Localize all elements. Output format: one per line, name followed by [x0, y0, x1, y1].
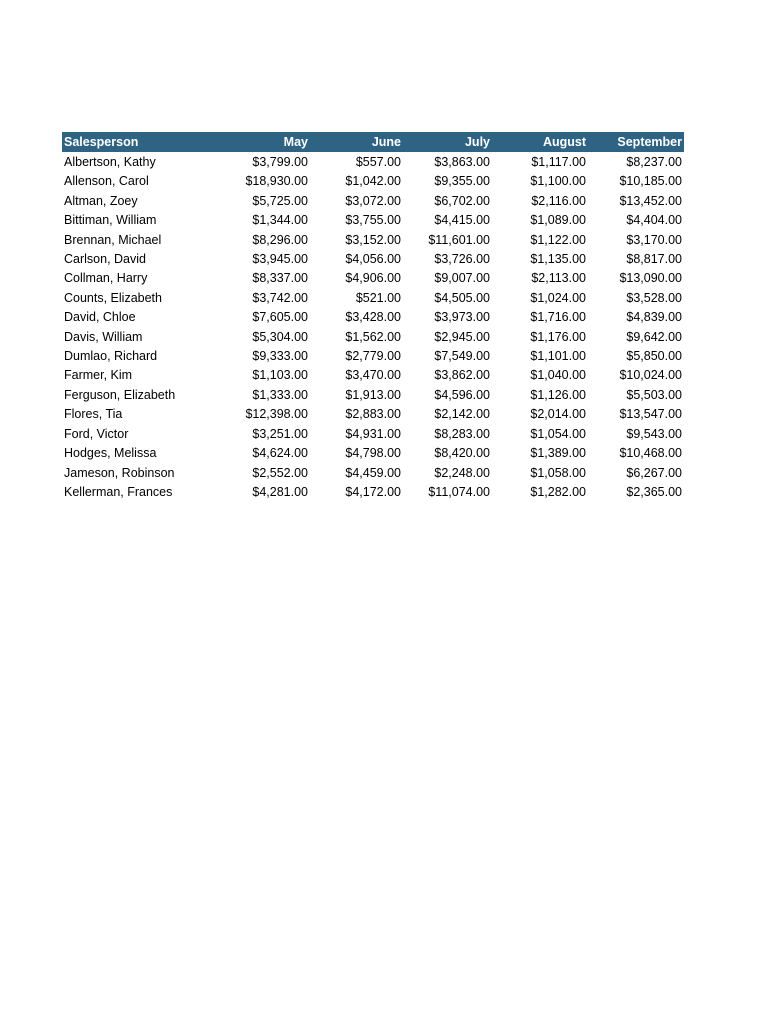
table-body: [62, 153, 684, 503]
cell-september[interactable]: $13,547.00: [619, 407, 682, 422]
cell-june[interactable]: $3,755.00: [345, 213, 401, 228]
cell-september[interactable]: $5,503.00: [626, 387, 682, 402]
cell-salesperson[interactable]: Bittiman, William: [64, 213, 157, 228]
table-row: [62, 192, 684, 211]
cell-july[interactable]: $4,596.00: [434, 387, 490, 402]
table-row: [62, 289, 684, 308]
cell-salesperson[interactable]: Dumlao, Richard: [64, 349, 158, 364]
cell-july[interactable]: $9,355.00: [434, 174, 490, 189]
cell-june[interactable]: $4,172.00: [345, 484, 401, 499]
cell-september[interactable]: $13,090.00: [619, 271, 682, 286]
table-row: [62, 366, 684, 385]
cell-august[interactable]: $1,040.00: [530, 368, 586, 383]
cell-salesperson[interactable]: Jameson, Robinson: [64, 465, 175, 480]
cell-salesperson[interactable]: Carlson, David: [64, 252, 146, 267]
cell-july[interactable]: $4,415.00: [434, 213, 490, 228]
cell-september[interactable]: $9,543.00: [626, 426, 682, 441]
cell-july[interactable]: $2,142.00: [434, 407, 490, 422]
cell-august[interactable]: $2,116.00: [531, 193, 586, 208]
cell-june[interactable]: $3,470.00: [345, 368, 401, 383]
cell-june[interactable]: $2,883.00: [345, 407, 401, 422]
cell-august[interactable]: $1,100.00: [530, 174, 586, 189]
cell-june[interactable]: $3,072.00: [345, 193, 401, 208]
cell-august[interactable]: $1,058.00: [530, 465, 586, 480]
cell-june[interactable]: $521.00: [355, 290, 401, 305]
cell-salesperson[interactable]: Altman, Zoey: [64, 193, 138, 208]
cell-july[interactable]: $7,549.00: [434, 349, 490, 364]
cell-salesperson[interactable]: Davis, William: [64, 329, 143, 344]
header-june[interactable]: June: [371, 135, 401, 149]
cell-august[interactable]: $1,135.00: [530, 252, 586, 267]
cell-salesperson[interactable]: Hodges, Melissa: [64, 446, 157, 461]
cell-may[interactable]: $5,304.00: [252, 329, 308, 344]
cell-september[interactable]: $3,170.00: [626, 232, 682, 247]
table-row: [62, 153, 684, 173]
cell-august[interactable]: $1,282.00: [530, 484, 586, 499]
cell-august[interactable]: $1,122.00: [530, 232, 586, 247]
cell-may[interactable]: $1,103.00: [252, 368, 308, 383]
cell-august[interactable]: $1,024.00: [530, 290, 586, 305]
cell-september[interactable]: $8,237.00: [626, 155, 682, 169]
cell-august[interactable]: $1,101.00: [530, 349, 586, 364]
table-row: [62, 405, 684, 424]
table-row: [62, 269, 684, 288]
cell-may[interactable]: $3,799.00: [252, 155, 308, 169]
table-row: [62, 444, 684, 463]
table-row: [62, 464, 684, 483]
cell-september[interactable]: $4,404.00: [626, 213, 682, 228]
table-row: [62, 172, 684, 191]
cell-may[interactable]: $7,605.00: [252, 310, 308, 325]
cell-june[interactable]: $1,562.00: [345, 329, 401, 344]
header-september[interactable]: September: [617, 135, 682, 149]
cell-june[interactable]: $4,931.00: [345, 426, 401, 441]
cell-august[interactable]: $1,389.00: [530, 446, 586, 461]
cell-september[interactable]: $4,839.00: [626, 310, 682, 325]
cell-salesperson[interactable]: Brennan, Michael: [64, 232, 162, 247]
cell-july[interactable]: $2,248.00: [434, 465, 490, 480]
sales-sheet: [62, 132, 684, 502]
cell-salesperson[interactable]: Counts, Elizabeth: [64, 290, 162, 305]
cell-salesperson[interactable]: David, Chloe: [64, 310, 136, 325]
cell-september[interactable]: $3,528.00: [626, 290, 682, 305]
cell-may[interactable]: $4,281.00: [252, 484, 308, 499]
cell-salesperson[interactable]: Allenson, Carol: [64, 174, 149, 189]
cell-salesperson[interactable]: Albertson, Kathy: [64, 155, 156, 169]
cell-salesperson[interactable]: Ford, Victor: [64, 426, 129, 441]
cell-june[interactable]: $4,056.00: [345, 252, 401, 267]
table-header-row: [62, 132, 684, 153]
cell-august[interactable]: $1,176.00: [530, 329, 586, 344]
cell-july[interactable]: $3,726.00: [434, 252, 490, 267]
table-row: [62, 347, 684, 366]
cell-august[interactable]: $1,126.00: [530, 387, 586, 402]
table-row: [62, 425, 684, 444]
cell-august[interactable]: $1,054.00: [530, 426, 586, 441]
cell-may[interactable]: $4,624.00: [252, 446, 308, 461]
cell-june[interactable]: $4,906.00: [345, 271, 401, 286]
cell-july[interactable]: $4,505.00: [434, 290, 490, 305]
cell-june[interactable]: $4,798.00: [345, 446, 401, 461]
cell-may[interactable]: $18,930.00: [245, 174, 308, 189]
cell-salesperson[interactable]: Kellerman, Frances: [64, 484, 173, 499]
cell-may[interactable]: $1,344.00: [252, 213, 308, 228]
cell-may[interactable]: $1,333.00: [252, 387, 308, 402]
cell-july[interactable]: $8,420.00: [434, 446, 490, 461]
cell-september[interactable]: $10,185.00: [619, 174, 682, 189]
header-august[interactable]: August: [542, 135, 586, 149]
cell-july[interactable]: $6,702.00: [434, 193, 490, 208]
cell-july[interactable]: $3,863.00: [434, 155, 490, 169]
sales-table: [62, 132, 684, 502]
cell-september[interactable]: $13,452.00: [619, 193, 682, 208]
cell-june[interactable]: $557.00: [355, 155, 401, 169]
table-row: [62, 211, 684, 230]
cell-may[interactable]: $8,337.00: [252, 271, 308, 286]
cell-september[interactable]: $6,267.00: [626, 465, 682, 480]
cell-september[interactable]: $10,024.00: [619, 368, 682, 383]
table-row: [62, 308, 684, 327]
cell-july[interactable]: $2,945.00: [434, 329, 490, 344]
header-salesperson[interactable]: Salesperson: [64, 135, 139, 149]
cell-june[interactable]: $1,042.00: [345, 174, 401, 189]
cell-salesperson[interactable]: Ferguson, Elizabeth: [64, 387, 176, 402]
cell-july[interactable]: $11,074.00: [428, 484, 490, 499]
cell-june[interactable]: $1,913.00: [345, 387, 401, 402]
cell-may[interactable]: $2,552.00: [252, 465, 308, 480]
table-row: [62, 250, 684, 269]
cell-august[interactable]: $2,113.00: [531, 271, 586, 286]
cell-august[interactable]: $1,716.00: [530, 310, 586, 325]
cell-july[interactable]: $3,862.00: [434, 368, 490, 383]
cell-salesperson[interactable]: Collman, Harry: [64, 271, 148, 286]
cell-september[interactable]: $9,642.00: [626, 329, 682, 344]
cell-september[interactable]: $10,468.00: [619, 446, 682, 461]
cell-august[interactable]: $1,089.00: [530, 213, 586, 228]
cell-july[interactable]: $8,283.00: [434, 426, 490, 441]
cell-august[interactable]: $1,117.00: [531, 155, 586, 169]
cell-september[interactable]: $5,850.00: [626, 349, 682, 364]
header-july[interactable]: July: [464, 135, 490, 149]
cell-may[interactable]: $8,296.00: [252, 232, 308, 247]
table-row: [62, 328, 684, 347]
cell-salesperson[interactable]: Farmer, Kim: [64, 368, 133, 383]
cell-may[interactable]: $9,333.00: [252, 349, 308, 364]
cell-may[interactable]: $3,945.00: [252, 252, 308, 267]
cell-salesperson[interactable]: Flores, Tia: [64, 407, 123, 422]
cell-july[interactable]: $9,007.00: [434, 271, 490, 286]
cell-june[interactable]: $2,779.00: [345, 349, 401, 364]
cell-july[interactable]: $11,601.00: [428, 232, 490, 247]
table-row: [62, 231, 684, 250]
cell-may[interactable]: $12,398.00: [245, 407, 308, 422]
cell-june[interactable]: $4,459.00: [345, 465, 401, 480]
cell-may[interactable]: $5,725.00: [252, 193, 308, 208]
cell-september[interactable]: $8,817.00: [626, 252, 682, 267]
cell-may[interactable]: $3,251.00: [252, 426, 308, 441]
cell-june[interactable]: $3,152.00: [345, 232, 401, 247]
table-row: [62, 483, 684, 502]
cell-september[interactable]: $2,365.00: [626, 484, 682, 499]
cell-july[interactable]: $3,973.00: [434, 310, 490, 325]
cell-june[interactable]: $3,428.00: [345, 310, 401, 325]
table-row: [62, 386, 684, 405]
cell-may[interactable]: $3,742.00: [252, 290, 308, 305]
header-may[interactable]: May: [283, 135, 308, 149]
cell-august[interactable]: $2,014.00: [530, 407, 586, 422]
